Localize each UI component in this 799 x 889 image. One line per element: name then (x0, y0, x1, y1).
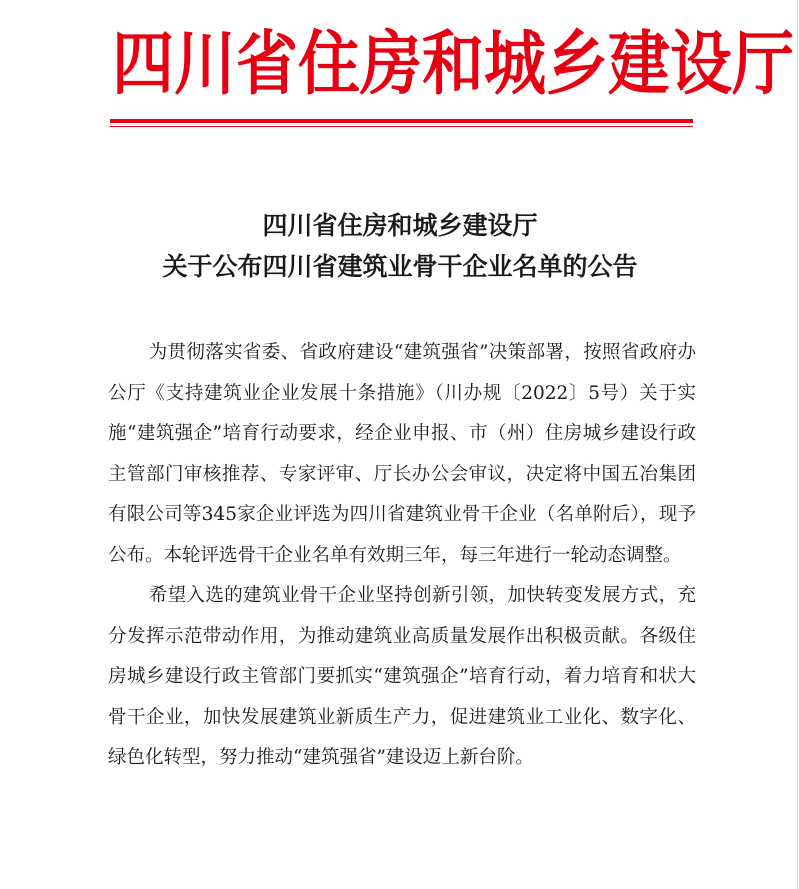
letterhead-org-name: 四川省住房和城乡建设厅 (112, 22, 795, 105)
letterhead-red-rule-thick (110, 119, 693, 123)
document-title (100, 205, 700, 287)
body-paragraph-1: 为贯彻落实省委、省政府建设“建筑强省”决策部署，按照省政府办公厅《支持建筑业企业发展十条措施》（川办规〔2022〕5号）关于实施“建筑强企”培育行动要求，经企业申报、市（州）住房城乡建设行政主管部门审核推荐、专家评审、厅长办公会审议，决定将中国五冶集团有限公司等345家企业评选为四川省建筑业骨干企业（名单附后），现予公布。本轮评选骨干企业名单有效期三年，每三年进行一轮动态调整。 (108, 342, 696, 566)
document-title-line-1: 四川省住房和城乡建设厅 (262, 211, 538, 240)
body-paragraph-2: 希望入选的建筑业骨干企业坚持创新引领，加快转变发展方式，充分发挥示范带动作用，为推动建筑业高质量发展作出积极贡献。各级住房城乡建设行政主管部门要抓实“建筑强企”培育行动，着力培育和状大骨干企业，加快发展建筑业新质生产力，促进建筑业工业化、数字化、绿色化转型，努力推动“建筑强省”建设迈上新台阶。 (108, 585, 696, 768)
document-body (108, 333, 696, 779)
document-title-line-2: 关于公布四川省建筑业骨干企业名单的公告 (162, 252, 638, 281)
letterhead-red-rule-thin (110, 126, 693, 127)
